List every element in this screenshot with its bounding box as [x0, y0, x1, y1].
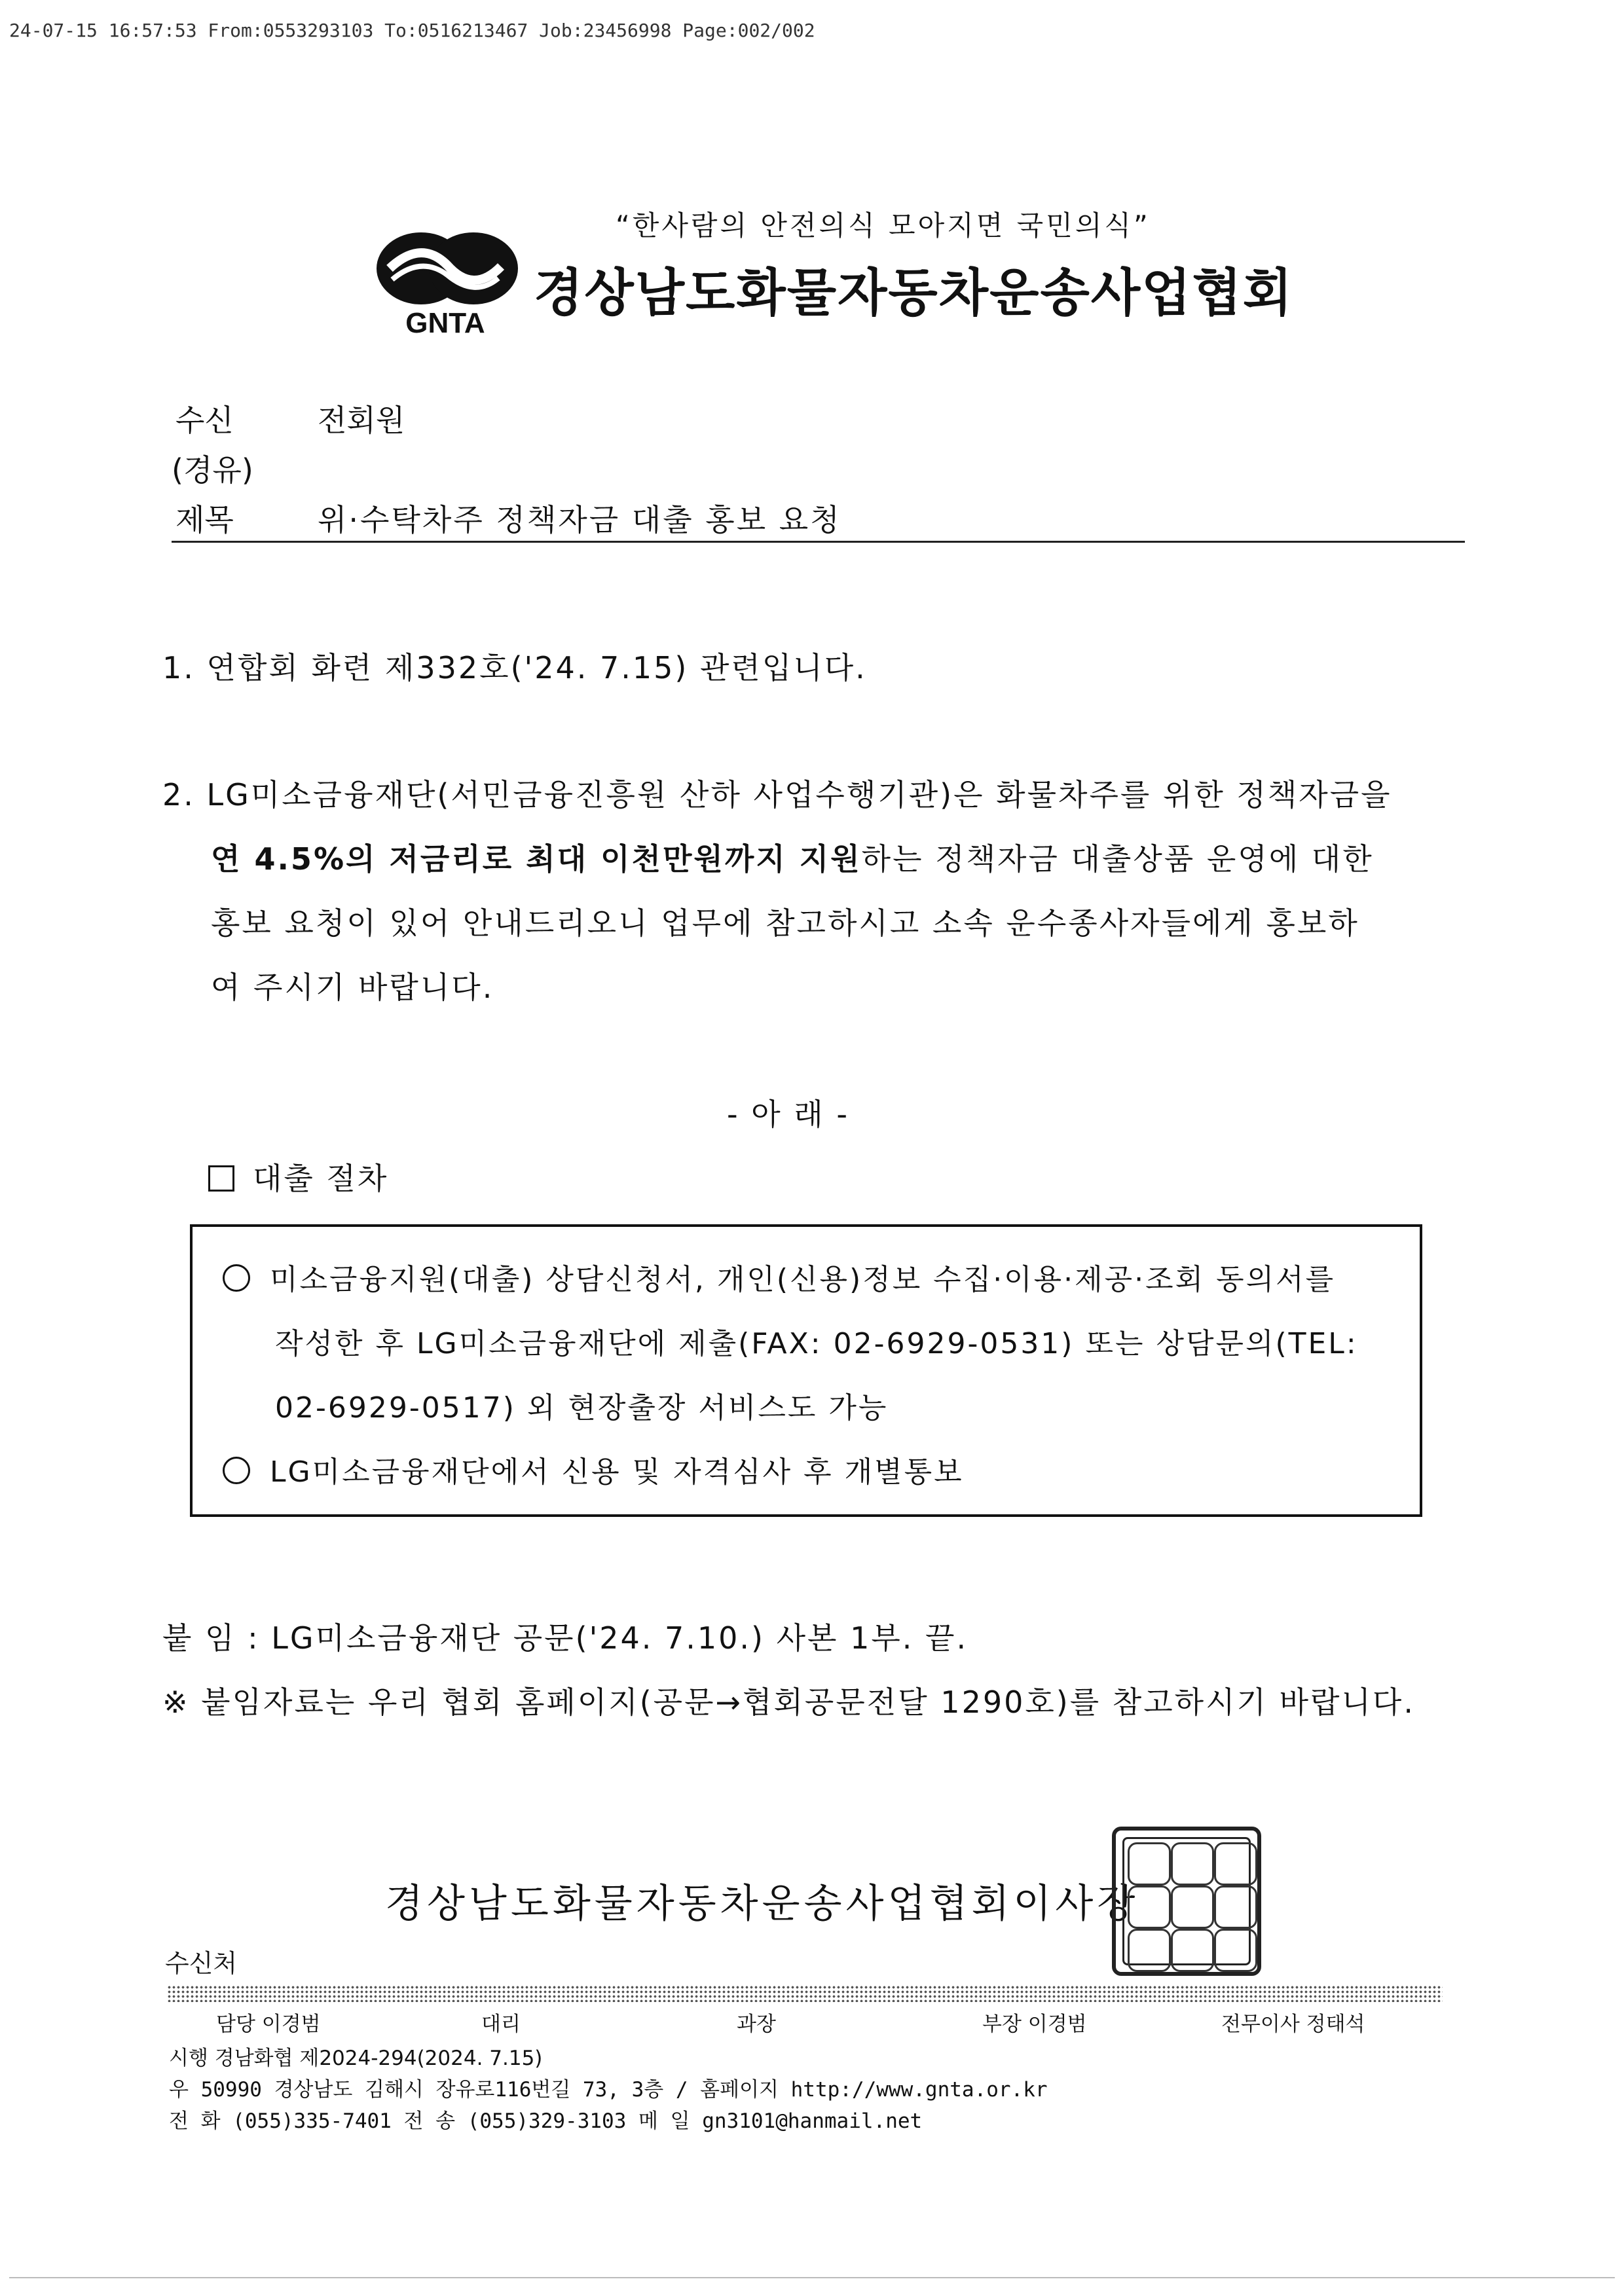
page-edge-line: [9, 2277, 1615, 2278]
procedure-item-1-line-2: 작성한 후 LG미소금융재단에 제출(FAX: 02-6929-0531) 또는 상담문의(TEL:: [275, 1327, 1358, 1360]
procedure-item-2: LG미소금융재단에서 신용 및 자격심사 후 개별통보: [223, 1448, 964, 1490]
paragraph-2-line-1: 2. LG미소금융재단(서민금융진흥원 산하 사업수행기관)은 화물차주를 위한 정책자금을: [162, 777, 1392, 812]
procedure-item-1-line-1: 미소금융지원(대출) 상담신청서, 개인(신용)정보 수집·이용·제공·조회 동의서를: [223, 1256, 1335, 1298]
paragraph-2-line-2: [211, 835, 1374, 879]
approval-staff: 담당 이경범: [216, 2013, 321, 2036]
recipient-value: 전회원: [318, 403, 405, 438]
section-title-row: [208, 1155, 388, 1198]
circle-bullet-icon: [223, 1264, 250, 1292]
highlight-loan-terms: 연 4.5%의 저금리로 최대 이천만원까지 지원: [211, 841, 862, 877]
subject-label: 제목: [175, 502, 234, 538]
organization-name: 경상남도화물자동차운송사업협회: [534, 264, 1294, 323]
approval-assistant-manager: 대리: [481, 2013, 521, 2036]
contact-info: 전 화 (055)335-7401 전 송 (055)329-3103 메 일 gn3101@hanmail.net: [169, 2109, 923, 2133]
section-title: 대출 절차: [253, 1161, 389, 1196]
office-address: 우 50990 경상남도 김해시 장유로116번길 73, 3층 / 홈페이지 http://www.gnta.or.kr: [169, 2078, 1048, 2102]
gnta-logo: [370, 226, 521, 337]
approval-executive-director: 전무이사 정태석: [1221, 2013, 1365, 2036]
recipient-label: 수신: [175, 403, 234, 438]
paragraph-2-line-2-rest: 하는 정책자금 대출상품 운영에 대한: [861, 841, 1374, 877]
fax-header: 24-07-15 16:57:53 From:0553293103 To:0516213467 Job:23456998 Page:002/002: [9, 20, 815, 41]
procedure-item-1-line-3: 02-6929-0517) 외 현장출장 서비스도 가능: [275, 1391, 889, 1425]
official-seal-stamp: [1112, 1827, 1261, 1976]
paragraph-2-line-4: 여 주시기 바랍니다.: [211, 970, 494, 1005]
subject-value: 위·수탁차주 정책자금 대출 홍보 요청: [318, 502, 841, 538]
via-label: (경유): [172, 452, 253, 488]
reference-note: ※ 붙임자료는 우리 협회 홈페이지(공문→협회공문전달 1290호)를 참고하시기 바랍니다.: [162, 1685, 1415, 1720]
attachment-line: 붙 임 : LG미소금융재단 공문('24. 7.10.) 사본 1부. 끝.: [162, 1620, 969, 1656]
circle-bullet-icon: [223, 1457, 250, 1484]
below-title: - 아 래 -: [727, 1097, 849, 1132]
document-number: 시행 경남화협 제2024-294(2024. 7.15): [169, 2047, 543, 2070]
header-divider: [172, 541, 1465, 543]
approval-department-head: 부장 이경범: [982, 2013, 1087, 2036]
square-bullet-icon: [208, 1165, 234, 1192]
footer-organization-title: 경상남도화물자동차운송사업협회이사장: [385, 1881, 1139, 1927]
approval-section-chief: 과장: [737, 2013, 776, 2036]
dotted-separator: [167, 1985, 1443, 2002]
paragraph-1: 1. 연합회 화련 제332호('24. 7.15) 관련입니다.: [162, 650, 867, 685]
slogan: “한사람의 안전의식 모아지면 국민의식”: [616, 210, 1151, 242]
paragraph-2-line-3: 홍보 요청이 있어 안내드리오니 업무에 참고하시고 소속 운수종사자들에게 홍보하: [211, 905, 1359, 941]
logo-text: GNTA: [405, 307, 485, 337]
recipients-list-label: 수신처: [165, 1949, 238, 1978]
